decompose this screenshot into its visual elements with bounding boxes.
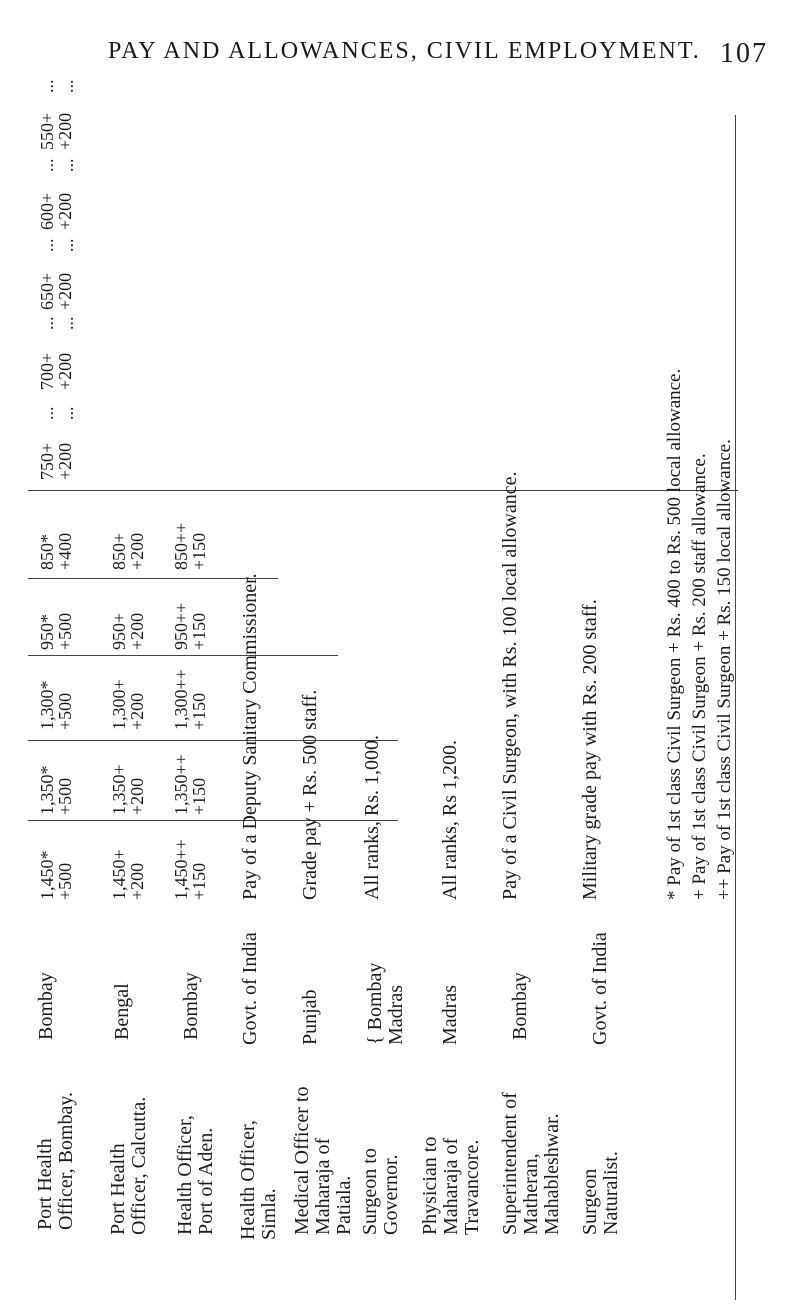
appointment-post: Surgeon Naturalist. (579, 1151, 622, 1235)
pay-cell: +400 (55, 532, 75, 570)
remark-text: Pay of a Civil Surgeon, with Rs. 100 local allowance. (499, 471, 521, 900)
pay-cell: +150 (189, 862, 209, 900)
pay-cell: 550+ (37, 112, 57, 150)
pay-cell: +200 (55, 442, 75, 480)
appointment-station: Bombay (509, 972, 531, 1040)
pay-cell: 650+ (37, 272, 57, 310)
pay-cell: +200 (127, 692, 147, 730)
pay-cell: 850++ (171, 522, 191, 570)
appointment-post: Medical Officer to Maharaja of Patiala. (291, 1086, 355, 1235)
pay-cell: +500 (55, 612, 75, 650)
appointment-post: Port Health Officer, Bombay. (34, 1091, 77, 1230)
pay-cell: 950* (37, 614, 57, 650)
table-right-rule (735, 115, 736, 1300)
pay-cell: +500 (55, 862, 75, 900)
pay-cell: ... (57, 79, 77, 93)
appointment-station: Bengal (111, 983, 133, 1040)
remark-text: Pay of a Deputy Sanitary Commissioner. (239, 573, 261, 900)
pay-cell: +200 (55, 112, 75, 150)
pay-cell: +200 (55, 352, 75, 390)
pay-cell: 1,300+ (109, 679, 129, 730)
pay-cell: 1,300++ (171, 669, 191, 730)
remark-text: All ranks, Rs 1,200. (439, 740, 461, 900)
pay-cell: +150 (189, 777, 209, 815)
pay-cell: +200 (55, 192, 75, 230)
pay-cell: 1,300* (37, 680, 57, 730)
appointment-post: Port Health Officer, Calcutta. (107, 1096, 150, 1235)
pay-cell: 700+ (37, 352, 57, 390)
page-number: 107 (720, 38, 768, 69)
row-rule (28, 655, 338, 656)
pay-cell: ... (37, 406, 57, 420)
pay-cell: 1,350+ (109, 764, 129, 815)
pay-cell: ... (37, 158, 57, 172)
appointment-post: Surgeon to Governor. (359, 1148, 402, 1235)
pay-cell: +200 (127, 777, 147, 815)
pay-cell: 950++ (171, 602, 191, 650)
pay-cell: +150 (189, 692, 209, 730)
pay-cell: +200 (127, 862, 147, 900)
pay-cell: ... (57, 158, 77, 172)
appointment-station: Govt. of India (589, 932, 611, 1045)
row-rule (28, 490, 738, 491)
pay-cell: 1,450+ (109, 849, 129, 900)
appointment-station: Bombay (35, 972, 57, 1040)
page-header (108, 38, 768, 78)
pay-cell: 850* (37, 534, 57, 570)
pay-cell: +200 (55, 272, 75, 310)
footnote: * Pay of 1st class Civil Surgeon + Rs. 400 to Rs. 500 local allowance. (664, 368, 685, 900)
pay-cell: ... (37, 316, 57, 330)
appointment-station: Bombay (180, 972, 202, 1040)
pay-cell: +200 (127, 532, 147, 570)
pay-cell: ... (37, 238, 57, 252)
page-title: PAY AND ALLOWANCES, CIVIL EMPLOYMENT. (108, 38, 701, 64)
pay-cell: +500 (55, 692, 75, 730)
pay-cell: 1,350++ (171, 754, 191, 815)
appointment-post: Health Officer, Simla. (237, 1120, 280, 1240)
pay-cell: ... (57, 316, 77, 330)
pay-cell: 750+ (37, 442, 57, 480)
footnote: ++ Pay of 1st class Civil Surgeon + Rs. 150 local allowance. (714, 439, 735, 900)
remark-text: All ranks, Rs. 1,000. (361, 735, 383, 900)
pay-cell: 950+ (109, 612, 129, 650)
remark-text: Grade pay + Rs. 500 staff. (299, 689, 321, 900)
pay-cell: 1,450++ (171, 839, 191, 900)
pay-cell: ... (57, 406, 77, 420)
pay-cell: 1,450* (37, 850, 57, 900)
pay-cell: +500 (55, 777, 75, 815)
appointment-post: Health Officer, Port of Aden. (174, 1115, 217, 1235)
footnote: + Pay of 1st class Civil Surgeon + Rs. 200 staff allowance. (689, 453, 710, 900)
row-rule (28, 740, 398, 741)
pay-cell: +200 (127, 612, 147, 650)
row-rule (28, 820, 398, 821)
appointment-station: Madras (439, 985, 461, 1045)
pay-cell: 1,350* (37, 765, 57, 815)
pay-cell: 850+ (109, 532, 129, 570)
pay-cell: +150 (189, 532, 209, 570)
pay-cell: +150 (189, 612, 209, 650)
appointment-station: Govt. of India (239, 932, 261, 1045)
appointment-station: { Bombay Madras (364, 962, 407, 1045)
appointment-station: Punjab (299, 989, 321, 1045)
remark-text: Military grade pay with Rs. 200 staff. (579, 599, 601, 900)
pay-cell: ... (37, 79, 57, 93)
pay-cell: 600+ (37, 192, 57, 230)
appointment-post: Superintendent of Matheran, Mahableshwar. (499, 1092, 563, 1235)
pay-cell: ... (57, 238, 77, 252)
appointment-post: Physician to Maharaja of Travancore. (419, 1136, 483, 1235)
